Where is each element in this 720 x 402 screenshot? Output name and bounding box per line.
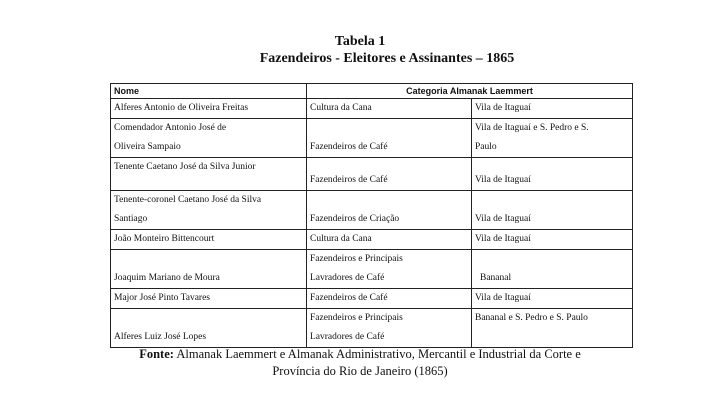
cell-location: Vila de Itaguaí e S. Pedro e S. Paulo [472,119,633,158]
header-name: Nome [111,84,307,99]
source-note [0,346,720,380]
cell-name: Alferes Luiz José Lopes [111,309,307,348]
cell-location: Vila de Itaguaí [472,289,633,309]
cell-category: Fazendeiros de Criação [307,191,472,230]
cell-name: Tenente Caetano José da Silva Junior [111,158,307,191]
cell-category: Cultura da Cana [307,99,472,119]
header-category: Categoria Almanak Laemmert [307,84,633,99]
cell-category: Fazendeiros e Principais Lavradores de Café [307,250,472,289]
table-row [111,309,633,348]
table-row [111,158,633,191]
cell-location: Bananal [472,250,633,289]
table-row [111,191,633,230]
source-text-line1: Almanak Laemmert e Almanak Administrativo, Mercantil e Industrial da Corte e [176,347,581,361]
cell-location: Vila de Itaguaí [472,230,633,250]
cell-location: Bananal e S. Pedro e S. Paulo [472,309,633,348]
cell-category: Fazendeiros de Café [307,119,472,158]
cell-category: Fazendeiros e Principais Lavradores de Café [307,309,472,348]
table-row [111,230,633,250]
cell-name: João Monteiro Bittencourt [111,230,307,250]
header-row [111,84,633,99]
cell-name: Alferes Antonio de Oliveira Freitas [111,99,307,119]
cell-location: Vila de Itaguaí [472,191,633,230]
table-row [111,99,633,119]
table-row [111,250,633,289]
cell-category: Fazendeiros de Café [307,289,472,309]
source-label: Fonte: [139,347,174,361]
table-title [0,33,720,67]
source-text-line2: Província do Rio de Janeiro (1865) [272,364,448,378]
table-caption: Fazendeiros - Eleitores e Assinantes – 1865 [259,51,515,66]
cell-location: Vila de Itaguaí [472,99,633,119]
cell-category: Cultura da Cana [307,230,472,250]
cell-location: Vila de Itaguaí [472,158,633,191]
table-row [111,119,633,158]
cell-name: Major José Pinto Tavares [111,289,307,309]
cell-name: Comendador Antonio José de Oliveira Sampaio [111,119,307,158]
table-row [111,289,633,309]
cell-name: Joaquim Mariano de Moura [111,250,307,289]
cell-name: Tenente-coronel Caetano José da Silva Santiago [111,191,307,230]
cell-category: Fazendeiros de Café [307,158,472,191]
table-number: Tabela 1 [334,34,386,49]
data-table [110,83,633,348]
